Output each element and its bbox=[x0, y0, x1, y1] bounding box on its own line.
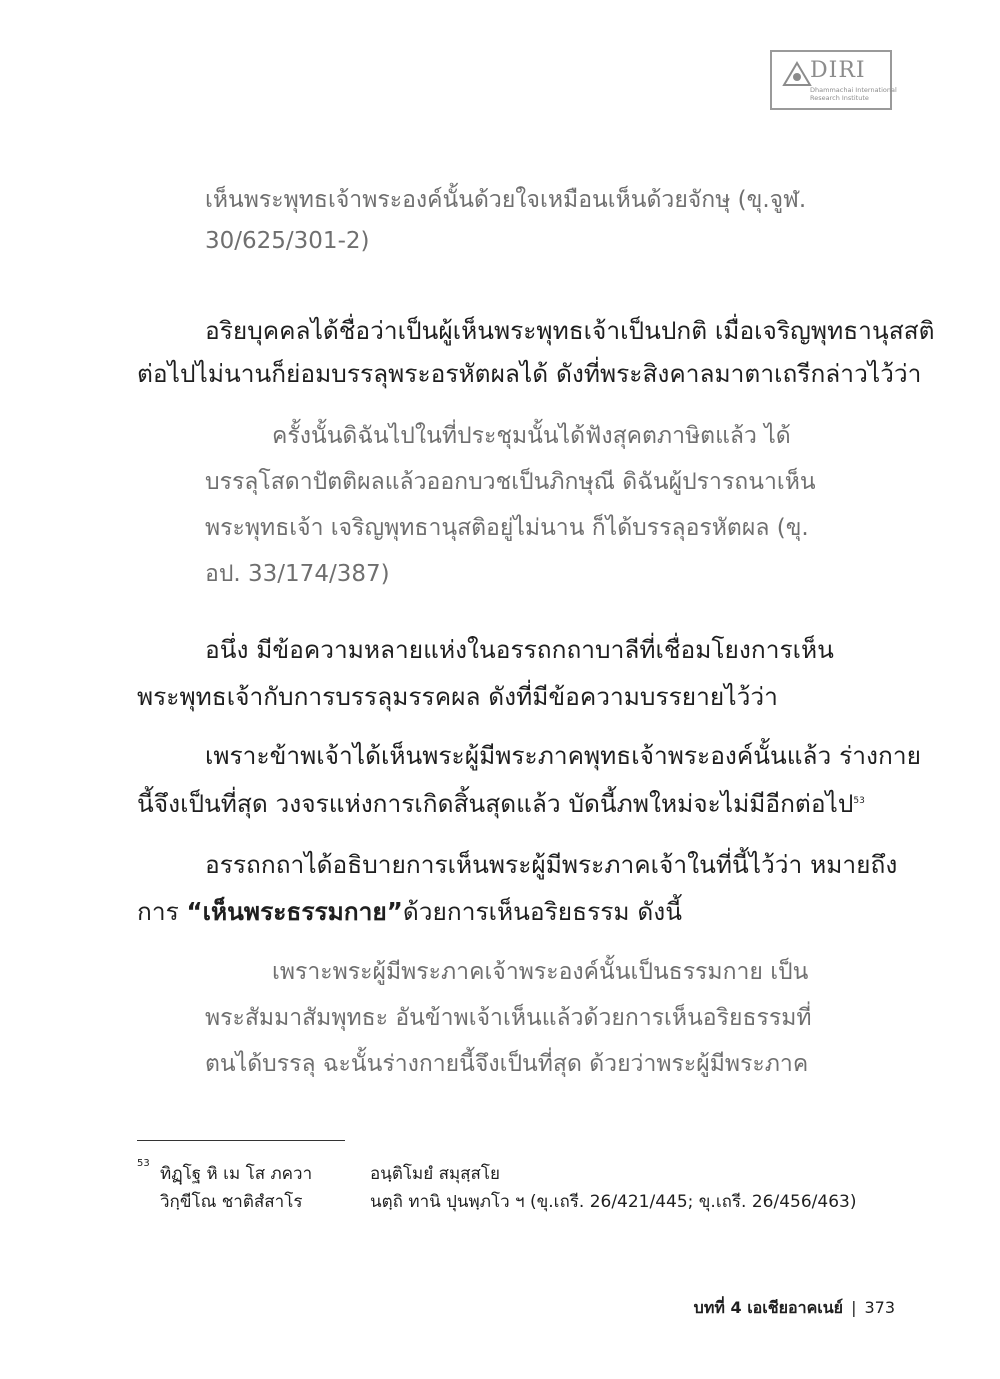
footnote-col-2-line-1: อนฺติโมยํ สมุสฺสโย bbox=[370, 1164, 500, 1184]
footnote-col-1-line-2: วิกฺขีโณ ชาติสํสาโร bbox=[160, 1192, 303, 1212]
quote-2-line-4: อป. 33/174/387) bbox=[205, 561, 390, 587]
quote-3-line-3: ตนได้บรรลุ ฉะนั้นร่างกายนี้จึงเป็นที่สุด ด้วยว่าพระผู้มีพระภาค bbox=[205, 1051, 809, 1077]
paragraph-4-line-2: การ “เห็นพระธรรมกาย”ด้วยการเห็นอริยธรรม ดังนี้ bbox=[137, 897, 682, 926]
paragraph-1-line-1: อริยบุคคลได้ชื่อว่าเป็นผู้เห็นพระพุทธเจ้าเป็นปกติ เมื่อเจริญพุทธานุสสติ bbox=[205, 316, 935, 345]
quote-2-line-1: ครั้งนั้นดิฉันไปในที่ประชุมนั้นได้ฟังสุคตภาษิตแล้ว ได้ bbox=[272, 423, 791, 449]
page-footer bbox=[694, 1296, 895, 1321]
paragraph-4-line-1: อรรถกถาได้อธิบายการเห็นพระผู้มีพระภาคเจ้าในที่นี้ไว้ว่า หมายถึง bbox=[205, 850, 898, 879]
footnote-col-1-line-1: ทิฏฺโฐ หิ เม โส ภควา bbox=[160, 1164, 313, 1184]
quote-2-line-3: พระพุทธเจ้า เจริญพุทธานุสติอยู่ไม่นาน ก็ได้บรรลุอรหัตผล (ขุ. bbox=[205, 515, 809, 541]
paragraph-3-line-2: นี้จึงเป็นที่สุด วงจรแห่งการเกิดสิ้นสุดแล้ว บัดนี้ภพใหม่จะไม่มีอีกต่อไป$^{53}$ bbox=[137, 789, 865, 818]
logo-name: DIRI bbox=[810, 58, 866, 83]
page-number: 373 bbox=[864, 1298, 895, 1317]
dhammakaya-emphasis: “เห็นพระธรรมกาย” bbox=[186, 897, 403, 926]
quote-1-line-2: 30/625/301-2) bbox=[205, 228, 370, 254]
paragraph-2-line-2: พระพุทธเจ้ากับการบรรลุมรรคผล ดังที่มีข้อความบรรยายไว้ว่า bbox=[137, 682, 778, 711]
footnote-reference[interactable]: 53 bbox=[853, 795, 865, 806]
quote-3-line-1: เพราะพระผู้มีพระภาคเจ้าพระองค์นั้นเป็นธรรมกาย เป็น bbox=[272, 959, 809, 985]
footnote-number: 53 bbox=[137, 1158, 150, 1169]
quote-1-line-1: เห็นพระพุทธเจ้าพระองค์นั้นด้วยใจเหมือนเห็นด้วยจักษุ (ขุ.จูฬ. bbox=[205, 187, 807, 213]
quote-3-line-2: พระสัมมาสัมพุทธะ อันข้าพเจ้าเห็นแล้วด้วยการเห็นอริยธรรมที่ bbox=[205, 1005, 812, 1031]
quote-2-line-2: บรรลุโสดาปัตติผลแล้วออกบวชเป็นภิกษุณี ดิฉันผู้ปรารถนาเห็น bbox=[205, 469, 816, 495]
paragraph-1-line-2: ต่อไปไม่นานก็ย่อมบรรลุพระอรหัตผลได้ ดังที่พระสิงคาลมาตาเถรีกล่าวไว้ว่า bbox=[137, 359, 922, 388]
logo-subtitle: Dhammachai International Research Institute bbox=[810, 86, 897, 102]
footnote-col-2-line-2: นตฺถิ ทานิ ปุนพฺภโว ฯ (ขุ.เถรี. 26/421/445; ขุ.เถรี. 26/456/463) bbox=[370, 1192, 857, 1212]
footnote-divider bbox=[137, 1140, 345, 1141]
stupa-logo-icon bbox=[782, 61, 812, 87]
diri-logo bbox=[770, 50, 897, 110]
paragraph-3-line-1: เพราะข้าพเจ้าได้เห็นพระผู้มีพระภาคพุทธเจ้าพระองค์นั้นแล้ว ร่างกาย bbox=[205, 741, 921, 770]
chapter-title: บทที่ 4 เอเชียอาคเนย์ bbox=[693, 1298, 844, 1317]
footer-divider: | bbox=[851, 1298, 857, 1317]
paragraph-2-line-1: อนึ่ง มีข้อความหลายแห่งในอรรถกถาบาลีที่เชื่อมโยงการเห็น bbox=[205, 635, 834, 664]
